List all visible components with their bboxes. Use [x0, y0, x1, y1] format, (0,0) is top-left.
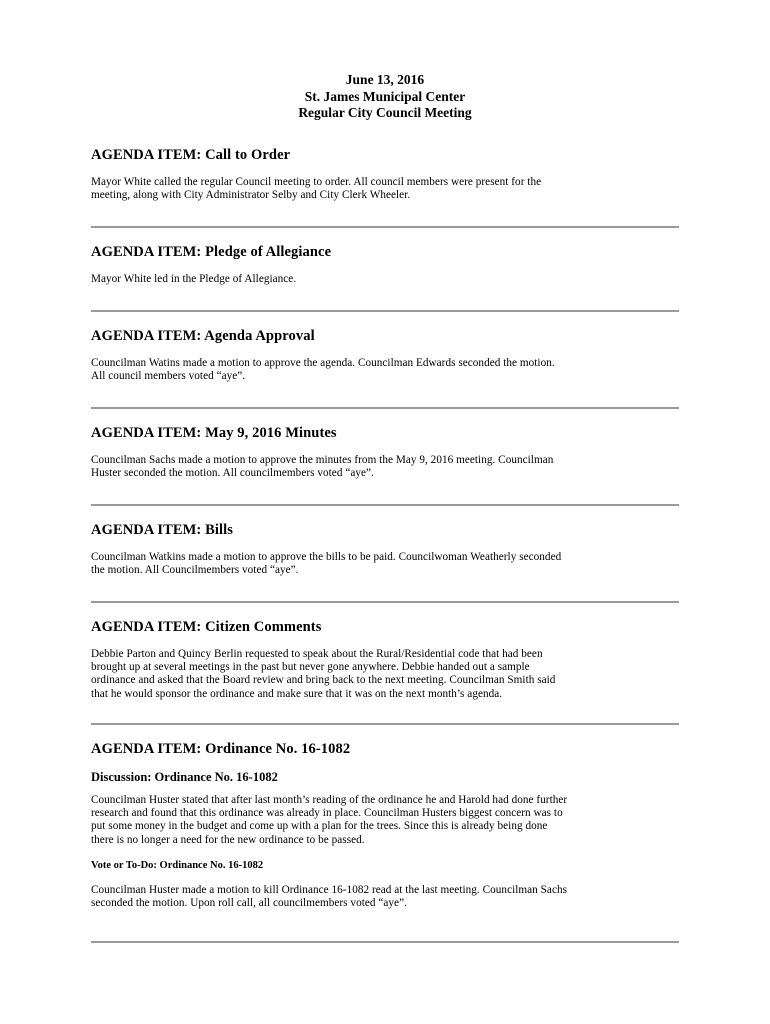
- agenda-item-bills: [91, 522, 691, 577]
- agenda-item-text: Mayor White called the regular Council meeting to order. All council members were present for the meeting, along with City Administrator Selby and City Clerk Wheeler.: [91, 176, 542, 202]
- document-header: [0, 72, 770, 122]
- meeting-date: June 13, 2016: [345, 72, 425, 87]
- agenda-item-title: AGENDA ITEM: Bills: [91, 522, 233, 538]
- section-divider: [91, 601, 679, 603]
- discussion-text: Councilman Huster stated that after last month’s reading of the ordinance he and Harold had done further research and found that this ordinance was already in place. Councilman Husters biggest concern was to put some money in the budget and come up with a plan for the trees. Since this is already being done there is no longer a need for the new ordinance to be passed.: [91, 794, 568, 846]
- section-divider: [91, 504, 679, 506]
- agenda-item-citizen-comments: [91, 619, 691, 701]
- section-divider: [91, 941, 679, 943]
- meeting-location: St. James Municipal Center: [304, 88, 466, 104]
- agenda-item-title: AGENDA ITEM: May 9, 2016 Minutes: [91, 425, 337, 441]
- section-divider: [91, 407, 679, 409]
- section-divider: [91, 226, 679, 228]
- agenda-item-minutes: [91, 425, 691, 480]
- agenda-item-title: AGENDA ITEM: Ordinance No. 16-1082: [91, 741, 351, 757]
- agenda-item-ordinance: [91, 741, 691, 910]
- agenda-item-title: AGENDA ITEM: Citizen Comments: [91, 619, 322, 635]
- agenda-item-text: Mayor White led in the Pledge of Allegiance.: [91, 273, 297, 285]
- vote-title: Vote or To-Do: Ordinance No. 16-1082: [91, 859, 264, 871]
- agenda-item-agenda-approval: [91, 328, 691, 383]
- section-divider: [91, 310, 679, 312]
- agenda-item-title: AGENDA ITEM: Pledge of Allegiance: [91, 244, 332, 260]
- agenda-item-text: Councilman Watkins made a motion to approve the bills to be paid. Councilwoman Weatherly seconded the motion. All Councilmembers voted “aye”.: [91, 551, 562, 577]
- agenda-item-pledge: [91, 244, 691, 286]
- agenda-item-title: AGENDA ITEM: Agenda Approval: [91, 328, 315, 344]
- meeting-type: Regular City Council Meeting: [298, 105, 472, 120]
- agenda-item-title: AGENDA ITEM: Call to Order: [91, 147, 291, 163]
- agenda-item-text: Councilman Sachs made a motion to approve the minutes from the May 9, 2016 meeting. Councilman Huster seconded the motion. All councilmembers voted “aye”.: [91, 454, 554, 480]
- agenda-item-text: Councilman Watins made a motion to approve the agenda. Councilman Edwards seconded the motion. All council members voted “aye”.: [91, 357, 555, 383]
- agenda-item-call-to-order: [91, 147, 691, 202]
- section-divider: [91, 723, 679, 725]
- discussion-title: Discussion: Ordinance No. 16-1082: [91, 770, 278, 784]
- agenda-item-text: Debbie Parton and Quincy Berlin requested to speak about the Rural/Residential code that had been brought up at several meetings in the past but never gone anywhere. Debbie handed out a sample ordinance and asked that the Board review and bring back to the next meeting. Councilman Smith said that he would sponsor the ordinance and make sure that it was on the next month’s agenda.: [91, 648, 556, 700]
- vote-text: Councilman Huster made a motion to kill Ordinance 16-1082 read at the last meeting. Councilman Sachs seconded the motion. Upon roll call, all councilmembers voted “aye”.: [91, 883, 568, 910]
